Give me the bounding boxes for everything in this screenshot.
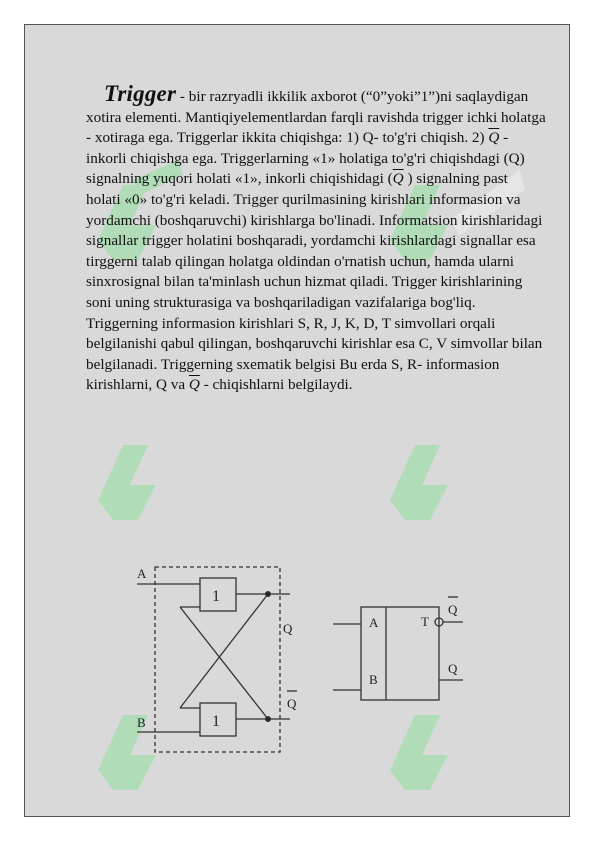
latch-output-q-bar-label: Q [287, 696, 297, 711]
junction-dot-q [266, 592, 271, 597]
gate-top-label: 1 [212, 588, 220, 605]
q-inverted-symbol-1: $\overline{Q}$ [488, 129, 500, 147]
paragraph-intro: - bir razryadli ikkilik axborot (“0”yoki”1”)ni saqlaydigan xotira elementi. Mantiqiyelementlardan farqli ravishda trigger ichki holatga - xotiraga ega. Triggerlar ikkita chiqishga: 1) Q- to'g'ri chiqish. 2) [86, 88, 546, 147]
q-inverted-symbol-2: $\overline{Q}$ [392, 170, 404, 188]
paragraph-segment-4: - chiqishlarni belgilaydi. [199, 376, 353, 394]
symbol-output-q-label: Q [448, 661, 458, 676]
feedback-line-bottom [180, 607, 268, 719]
symbol-output-q-bar-label: Q [448, 602, 458, 617]
latch-input-a-label: A [137, 566, 147, 581]
symbol-input-b-label: B [369, 672, 378, 687]
paragraph-segment-3: ) signalning past holati «0» to'g'ri keladi. Trigger qurilmasining kirishlari informasion va yordamchi (boshqaruvchi) kirishlarga bo'linadi. Informatsion kirishlaridagi signallar trigger holatini boshqaradi, yordamchi kirishlardagi signallar esa tirggerni talab qilingan holatga oldindan o'rnatish uchun, hamda ularni sinxrosignal bilan ta'minlash uchun hizmat qiladi. Trigger kirishlarining soni uning strukturasiga va boshqariladigan vazifalariga bog'liq. Triggerning informasion kirishlari S, R, J, K, D, T simvollari orqali belgilanishi qabul qilingan, boshqaruvchi kirishlar esa C, V simvollar bilan belgilanadi. Triggerning sxematik belgisi Bu erda S, R- informasion kirishlarni, Q va [86, 170, 543, 394]
gate-bottom-label: 1 [212, 713, 220, 730]
q-inverted-symbol-3: $\overline{Q}$ [188, 376, 200, 394]
symbol-input-a-label: A [369, 615, 379, 630]
junction-dot-q-bar [266, 717, 271, 722]
lead-term: Trigger [104, 81, 177, 106]
symbol-t-label: T [421, 614, 429, 629]
paragraph-segment-2: -inkorli chiqishga ega. Triggerlarning «1» holatiga to'g'ri chiqishdagi (Q) signalning yuqori holati «1», inkorli chiqishidagi ( [86, 129, 525, 188]
latch-input-b-label: B [137, 715, 146, 730]
latch-output-q-label: Q [283, 621, 293, 636]
trigger-symbol-diagram [333, 597, 463, 700]
